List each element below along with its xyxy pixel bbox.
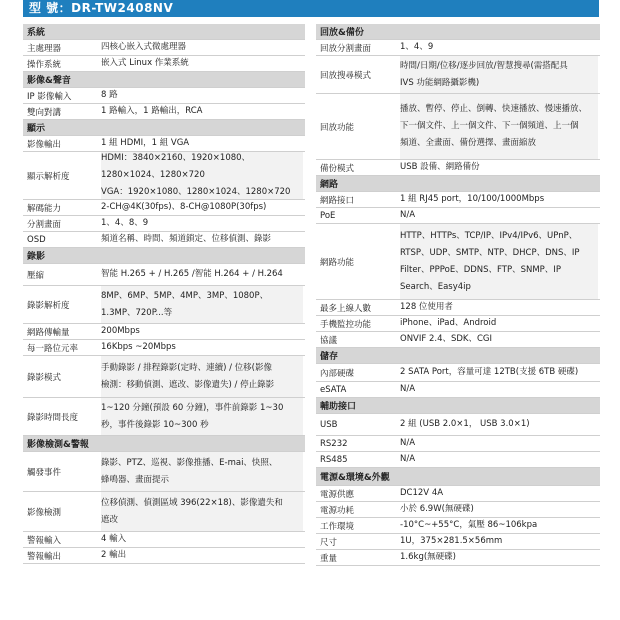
spec-row [316,94,600,160]
spec-label: 回放分割畫面 [320,43,372,54]
spec-value-line: N/A [400,454,416,464]
spec-value [400,192,598,207]
spec-value-line: 1 組 RJ45 port，10/100/1000Mbps [400,194,545,204]
spec-value [101,492,303,531]
spec-value-line: 秒，事件後錄影 10~300 秒 [101,419,209,430]
spec-value-line: HTTP、HTTPs、TCP/IP、IPv4/IPv6、UPnP、 [400,230,578,241]
spec-row [23,356,305,398]
spec-label: 電源功耗 [320,505,355,516]
section-header: 影像檢測&警報 [23,436,305,452]
section-header: 系統 [23,24,305,40]
spec-value [101,136,303,151]
spec-value-line: 下一個文件、上一個文件、下一個頻道、上一個 [400,121,579,131]
spec-value-line: 1、4、9 [400,42,434,52]
spec-value-line: 8MP、6MP、5MP、4MP、3MP、1080P、 [101,290,269,301]
spec-value-line: 8 路 [101,90,118,100]
spec-value-line: Filter、PPPoE、DDNS、FTP、SNMP、IP [400,264,561,275]
spec-value [101,88,303,103]
spec-row [23,40,305,56]
spec-label: 操作系統 [27,59,62,70]
spec-row [316,534,600,550]
spec-row [23,88,305,104]
spec-row [23,200,305,216]
spec-value [400,316,598,331]
spec-value-line: N/A [400,384,416,394]
spec-label: USB [320,419,338,430]
spec-label: 解碼能力 [27,203,62,214]
spec-row [316,332,600,348]
spec-value [400,40,598,55]
spec-row [23,56,305,72]
spec-value [101,40,303,55]
spec-row [316,56,600,94]
spec-value [400,224,598,299]
spec-value [101,356,303,397]
spec-label: 網路接口 [320,195,355,206]
spec-value-line: 頻道、全畫面、備份選擇、畫面縮放 [400,138,537,148]
spec-value-line: 時間/日期/位移/逐步回放/智慧搜尋(需搭配具 [400,60,568,71]
spec-value-line: Search、Easy4ip [400,281,471,292]
spec-value [101,104,303,119]
spec-row [316,382,600,398]
spec-row [316,436,600,452]
spec-value-line: ONVIF 2.4、SDK、CGI [400,334,493,344]
spec-value-line: 錄影、PTZ、巡視、影像推播、E-mai、快照、 [101,457,278,468]
section-header: 影像&聲音 [23,72,305,88]
spec-value-line: 1280×1024、1280×720 [101,170,205,180]
spec-value-line: 1.6kg(無硬碟) [400,552,456,562]
spec-value-line: 嵌入式 Linux 作業系統 [101,58,189,68]
spec-value-line: -10°C~+55°C，氣壓 86~106kpa [400,520,538,530]
spec-label: 顯示解析度 [27,171,70,182]
spec-label: 影像輸出 [27,139,62,150]
spec-value-line: 1 路輸入，1 路輸出，RCA [101,106,203,116]
spec-row [23,264,305,286]
spec-value [400,452,598,467]
spec-value-line: 1~120 分鐘(預設 60 分鐘)，事件前錄影 1~30 [101,402,284,413]
spec-value [400,56,598,93]
spec-row [316,518,600,534]
spec-value-line: 四核心嵌入式微處理器 [101,42,187,52]
spec-value-line: 蜂鳴器、畫面提示 [101,474,170,485]
spec-row [316,224,600,300]
spec-row [23,232,305,248]
spec-value [400,518,598,533]
spec-label: 協議 [320,335,338,346]
spec-row [316,300,600,316]
spec-value-line: 2 組 (USB 2.0×1， USB 3.0×1) [400,419,530,429]
spec-row [316,160,600,176]
spec-row [316,316,600,332]
spec-value-line: 1U，375×281.5×56mm [400,536,503,546]
spec-value-line: N/A [400,438,416,448]
spec-value [101,548,303,563]
spec-value [101,216,303,231]
spec-value [101,200,303,215]
section-header: 網路 [316,176,600,192]
spec-label: 最多上線人數 [320,303,372,314]
spec-label: 分割畫面 [27,219,62,230]
spec-value-line: IVS 功能網路攝影機) [400,77,480,88]
spec-label: 手機監控功能 [320,319,372,330]
spec-value-line: 16Kbps ~20Mbps [101,342,176,352]
model-title: 型 號：DR-TW2408NV [23,0,599,17]
spec-row [23,324,305,340]
spec-label: RS485 [320,454,348,465]
spec-label: 警報輸入 [27,535,62,546]
section-header: 輔助接口 [316,398,600,414]
spec-label: 重量 [320,553,338,564]
spec-value [101,398,303,435]
spec-row [23,548,305,564]
section-header: 回放&備份 [316,24,600,40]
section-header: 電源&環境&外觀 [316,468,600,486]
section-header: 儲存 [316,348,600,364]
spec-value [400,94,598,159]
spec-value [400,534,598,549]
spec-label: 雙向對講 [27,107,62,118]
spec-value [101,532,303,547]
spec-value-line: iPhone、iPad、Android [400,318,497,328]
spec-value [400,486,598,501]
spec-label: IP 影像輸入 [27,91,72,102]
spec-label: 網路傳輸量 [27,327,70,338]
spec-row [316,192,600,208]
spec-value-line: 1 組 HDMI，1 組 VGA [101,138,190,148]
spec-value [101,152,303,199]
spec-value [400,382,598,397]
spec-column-left [23,24,305,564]
spec-label: OSD [27,234,46,245]
spec-row [23,216,305,232]
spec-row [23,104,305,120]
section-header: 錄影 [23,248,305,264]
spec-row [316,364,600,382]
spec-value-line: 4 輸入 [101,534,127,544]
spec-label: 尺寸 [320,537,338,548]
spec-row [316,502,600,518]
spec-value-line: HDMI：3840×2160、1920×1080、 [101,153,251,163]
spec-row [316,550,600,566]
spec-value-line: 200Mbps [101,326,140,336]
spec-value-line: 頻道名稱、時間、頻道鎖定、位移偵測、錄影 [101,234,272,244]
spec-label: 電源供應 [320,489,355,500]
spec-label: 回放功能 [320,122,355,133]
spec-value [400,502,598,517]
spec-value [400,332,598,347]
spec-value-line: VGA：1920×1080、1280×1024、1280×720 [101,187,291,197]
spec-value [400,414,598,435]
spec-value [400,208,598,223]
spec-row [23,452,305,492]
spec-value [101,324,303,339]
spec-row [23,340,305,356]
spec-value-line: 2 輸出 [101,550,127,560]
spec-label: eSATA [320,384,347,395]
spec-row [23,152,305,200]
spec-label: 回放搜尋模式 [320,70,372,81]
spec-value-line: 播放、暫停、停止、倒轉、快速播放、慢速播放、 [400,104,588,114]
spec-label: 觸發事件 [27,467,62,478]
spec-label: 主處理器 [27,43,62,54]
spec-value-line: N/A [400,210,416,220]
spec-value [400,436,598,451]
spec-value [101,264,303,285]
spec-row [23,492,305,532]
spec-label: 網路功能 [320,257,355,268]
spec-value [400,550,598,565]
spec-value-line: DC12V 4A [400,488,444,498]
spec-value-line: USB 設備、網路備份 [400,162,480,172]
spec-value [400,160,598,175]
spec-label: 工作環境 [320,521,355,532]
section-header: 顯示 [23,120,305,136]
spec-value [101,286,303,323]
spec-label: 每一路位元率 [27,343,79,354]
spec-value-line: 檢測：移動偵測、遮改、影像遺失) / 停止錄影 [101,379,275,390]
spec-value [101,340,303,355]
spec-label: 影像檢測 [27,507,62,518]
spec-label: 錄影解析度 [27,300,70,311]
spec-row [316,486,600,502]
spec-column-right [316,24,600,566]
spec-row [23,398,305,436]
spec-value [101,56,303,71]
spec-label: PoE [320,210,336,221]
spec-value-line: 1.3MP、720P...等 [101,307,173,318]
spec-label: 錄影時間長度 [27,412,79,423]
spec-row [23,286,305,324]
spec-label: 警報輸出 [27,551,62,562]
spec-label: RS232 [320,438,348,449]
spec-label: 壓縮 [27,270,45,281]
spec-value-line: 遮改 [101,514,119,525]
spec-label: 備份模式 [320,163,355,174]
spec-row [316,452,600,468]
spec-label: 錄影模式 [27,372,62,383]
spec-value [101,232,303,247]
spec-value-line: 小於 6.9W(無硬碟) [400,504,474,514]
spec-value-line: 128 位使用者 [400,302,453,312]
spec-value [400,300,598,315]
spec-value-line: 手動錄影 / 排程錄影(定時、連續) / 位移(影像 [101,362,272,373]
spec-value-line: 位移偵測、偵測區域 396(22×18)、影像遺失和 [101,497,283,508]
spec-value-line: 智能 H.265 + / H.265 /智能 H.264 + / H.264 [101,269,283,279]
spec-row [316,208,600,224]
spec-value-line: 2 SATA Port，容量可達 12TB(支援 6TB 硬碟) [400,367,579,377]
spec-row [316,40,600,56]
spec-value-line: 1、4、8、9 [101,218,149,228]
spec-row [23,532,305,548]
spec-value-line: RTSP、UDP、SMTP、NTP、DHCP、DNS、IP [400,247,580,258]
spec-row [316,414,600,436]
spec-value-line: 2-CH@4K(30fps)、8-CH@1080P(30fps) [101,202,267,212]
spec-value [400,364,598,381]
spec-value [101,452,303,491]
spec-label: 內部硬碟 [320,368,355,379]
